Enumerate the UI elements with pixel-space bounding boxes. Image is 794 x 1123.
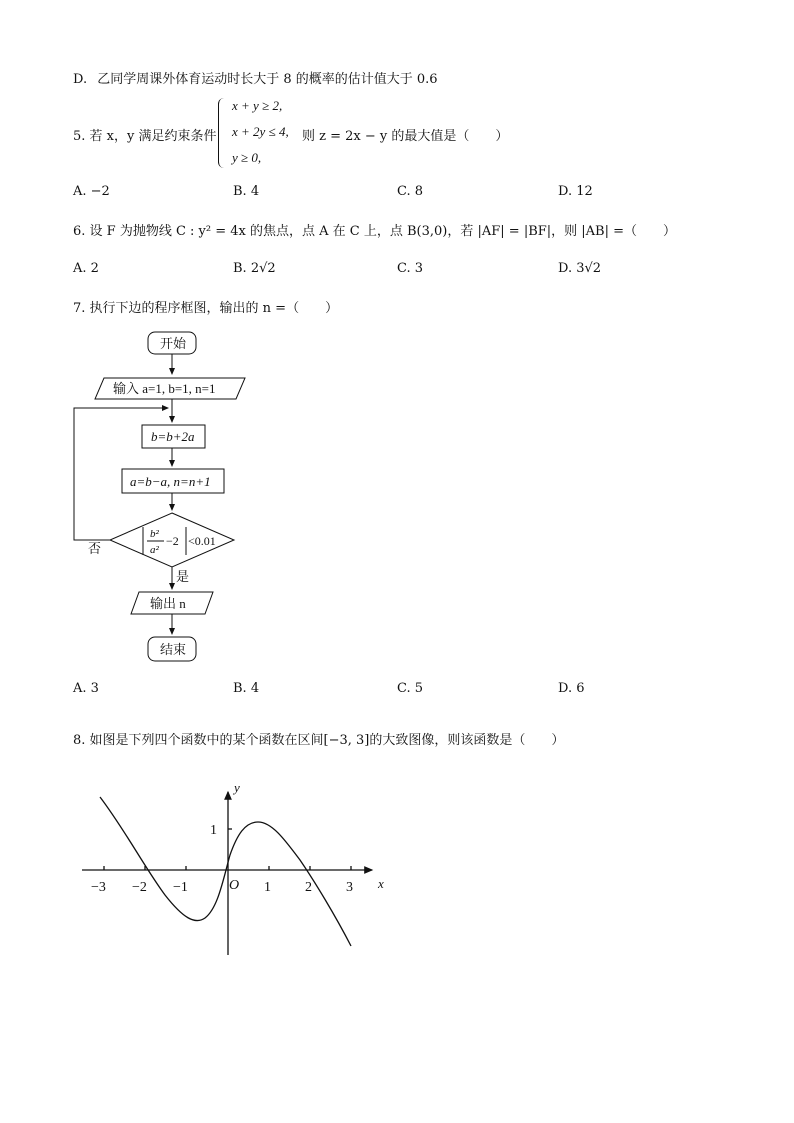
q6-option-c: C. 3 [397, 261, 424, 276]
q5-constraint-2: x + 2y ≤ 4, [232, 124, 289, 139]
flow-input-label: 输入 a=1, b=1, n=1 [113, 381, 216, 396]
x-tick-neg1: −1 [173, 880, 188, 895]
option-label: D. [73, 72, 88, 87]
q8-graph [82, 780, 384, 955]
flow-cond-rest: −2 [166, 534, 179, 548]
flow-end-label: 结束 [160, 642, 187, 657]
q5-stem-post: 则 z = 2x − y 的最大值是（ ） [302, 129, 509, 144]
q6-option-d: D. 3√2 [558, 261, 602, 276]
x-axis-label: x [378, 876, 384, 891]
x-tick-2: 2 [305, 880, 312, 895]
x-tick-3: 3 [346, 880, 353, 895]
q7-option-c: C. 5 [397, 681, 424, 696]
x-tick-1: 1 [264, 880, 271, 895]
flow-yes-label: 是 [176, 569, 190, 584]
flow-no-label: 否 [88, 541, 102, 556]
q5-constraint-1: x + y ≥ 2, [232, 98, 283, 113]
flow-output-label: 输出 n [150, 596, 186, 611]
flow-step1-label: b=b+2a [151, 429, 195, 444]
q5-option-c: C. 8 [397, 184, 424, 199]
y-axis-label: y [234, 780, 240, 795]
q6-option-b: B. 2√2 [233, 261, 276, 276]
q6-option-a: A. 2 [73, 261, 99, 276]
q7-option-d: D. 6 [558, 681, 585, 696]
q7-option-b: B. 4 [233, 681, 260, 696]
x-tick-neg3: −3 [91, 880, 106, 895]
q5-stem-pre: 5. 若 x，y 满足约束条件 [73, 129, 217, 144]
q5-option-d: D. 12 [558, 184, 593, 199]
q7-stem: 7. 执行下边的程序框图，输出的 n =（ ） [73, 301, 339, 316]
option-text: 乙同学周课外体育运动时长大于 8 的概率的估计值大于 0.6 [97, 72, 438, 87]
flow-step2-label: a=b−a, n=n+1 [130, 474, 211, 489]
q5-option-a: A. −2 [73, 184, 110, 199]
flow-cond-num: b² [150, 528, 159, 540]
q5-constraint-3: y ≥ 0, [232, 150, 262, 165]
flow-cond-den: a² [150, 544, 159, 556]
origin-label: O [229, 878, 240, 893]
q7-option-a: A. 3 [73, 681, 99, 696]
x-tick-neg2: −2 [132, 880, 147, 895]
function-curve [100, 797, 351, 946]
q8-stem: 8. 如图是下列四个函数中的某个函数在区间[−3, 3]的大致图像，则该函数是（ ） [73, 733, 565, 748]
y-tick-1: 1 [210, 823, 217, 838]
flow-start-label: 开始 [160, 336, 187, 351]
q5-option-b: B. 4 [233, 184, 260, 199]
q6-stem: 6. 设 F 为抛物线 C : y² = 4x 的焦点，点 A 在 C 上，点 B(3,0)，若 |AF| = |BF|，则 |AB| =（ ） [73, 224, 677, 239]
flow-cond-tail: <0.01 [188, 534, 216, 548]
